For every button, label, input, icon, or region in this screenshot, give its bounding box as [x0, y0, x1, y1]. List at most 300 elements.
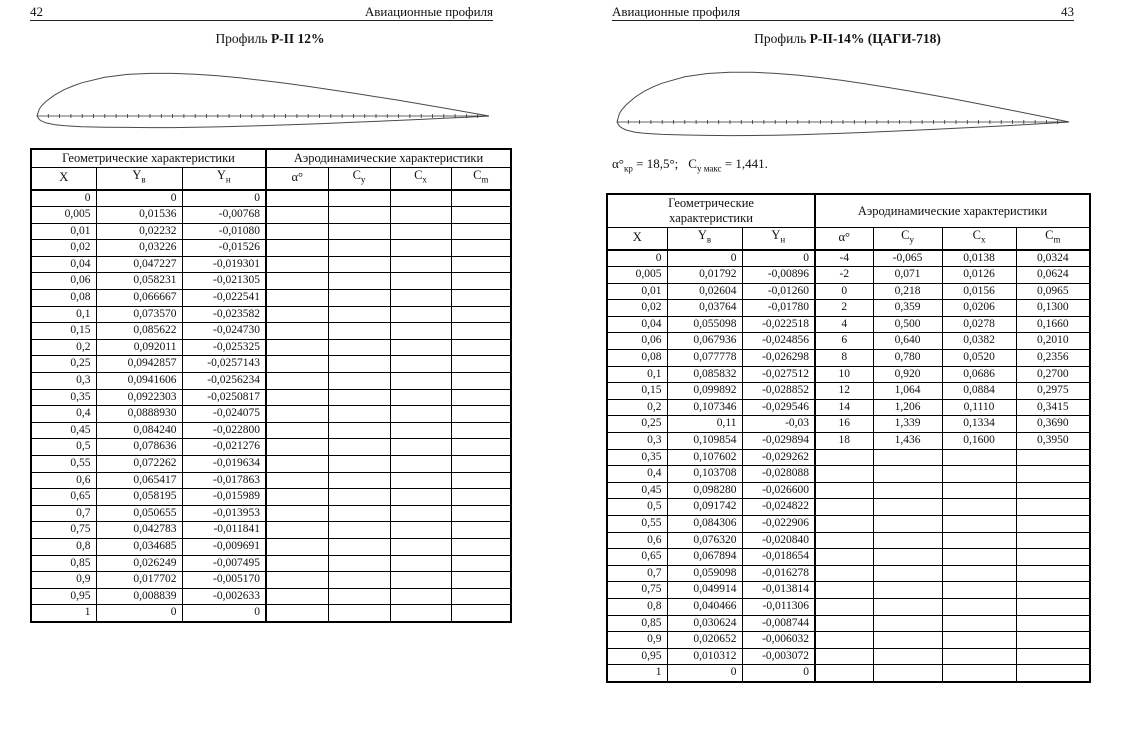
table-cell	[942, 582, 1016, 599]
table-cell	[873, 665, 942, 682]
table-cell	[873, 466, 942, 483]
title-name-right: Р-II-14% (ЦАГИ-718)	[809, 31, 941, 46]
table-cell	[873, 516, 942, 533]
table-cell: 14	[815, 399, 873, 416]
table-cell: 0,35	[31, 389, 96, 406]
table-cell: -0,021276	[182, 439, 266, 456]
table-cell	[266, 373, 328, 390]
table-cell: 0,1	[31, 306, 96, 323]
table-cell: 0,0138	[942, 250, 1016, 267]
table-cell: -0,00768	[182, 207, 266, 224]
table-cell	[390, 489, 451, 506]
running-title-right: Авиационные профиля	[612, 4, 741, 19]
airfoil-drawing-p2-12	[34, 66, 496, 146]
table-cell	[942, 615, 1016, 632]
table-cell: -0,002633	[182, 588, 266, 605]
table-cell: -0,029894	[742, 433, 815, 450]
table-cell	[1016, 582, 1090, 599]
table-cell: -0,025325	[182, 339, 266, 356]
table-cell: 0,65	[31, 489, 96, 506]
table-cell	[390, 356, 451, 373]
table-cell	[328, 472, 390, 489]
table-cell: 0,9	[607, 632, 667, 649]
table-cell: 0,2	[31, 339, 96, 356]
table-cell: -0,01080	[182, 223, 266, 240]
table-cell: -0,020840	[742, 532, 815, 549]
table-cell	[266, 306, 328, 323]
table-cell: 0,08	[31, 290, 96, 307]
table-row	[31, 522, 511, 539]
table-cell	[328, 190, 390, 207]
table-cell	[942, 632, 1016, 649]
table-cell	[451, 489, 511, 506]
table-cell: 0,15	[607, 383, 667, 400]
table-cell: 0,02	[607, 300, 667, 317]
table-cell: 0,3	[31, 373, 96, 390]
table-cell: 0,08	[607, 350, 667, 367]
table-cell	[815, 516, 873, 533]
running-title-left: Авиационные профиля	[364, 4, 493, 19]
table-cell: -0,028088	[742, 466, 815, 483]
table-cell: 0,071	[873, 267, 942, 284]
table-cell: 0,06	[607, 333, 667, 350]
table-cell	[451, 306, 511, 323]
table-cell	[266, 273, 328, 290]
table-cell: 0,0686	[942, 366, 1016, 383]
table-cell: 0,7	[607, 565, 667, 582]
table-cell	[328, 306, 390, 323]
table-cell: -0,01526	[182, 240, 266, 257]
airfoil-outline	[617, 72, 1069, 135]
table-cell: -0,016278	[742, 565, 815, 582]
table-cell: 0,107346	[667, 399, 742, 416]
table-cell	[266, 256, 328, 273]
table-cell	[451, 505, 511, 522]
table-row	[31, 472, 511, 489]
table-cell	[266, 555, 328, 572]
column-header: $Y_н$	[182, 168, 266, 190]
table-cell	[1016, 532, 1090, 549]
table-row	[607, 565, 1090, 582]
table-cell: 0,25	[607, 416, 667, 433]
table-cell: 0,042783	[96, 522, 182, 539]
table-cell: 0,008839	[96, 588, 182, 605]
table-cell: -0,01260	[742, 283, 815, 300]
table-cell	[328, 505, 390, 522]
table-cell	[873, 648, 942, 665]
table-cell	[815, 598, 873, 615]
column-header: $C_m$	[451, 168, 511, 190]
table-row	[31, 190, 511, 207]
table-cell	[390, 273, 451, 290]
table-cell	[451, 256, 511, 273]
table-cell	[1016, 549, 1090, 566]
table-cell: -0,011841	[182, 522, 266, 539]
table-cell	[451, 422, 511, 439]
table-cell: 0,218	[873, 283, 942, 300]
group-header-row	[31, 149, 511, 168]
cy-max-value: = 1,441.	[721, 156, 768, 171]
table-cell	[328, 373, 390, 390]
table-cell	[873, 499, 942, 516]
table-cell	[328, 522, 390, 539]
table-cell: 0,034685	[96, 538, 182, 555]
cy-max-symbol: $C_{у макс}$	[688, 156, 722, 174]
table-cell: 0,01792	[667, 267, 742, 284]
table-cell	[266, 538, 328, 555]
table-cell	[328, 223, 390, 240]
table-cell: 0,920	[873, 366, 942, 383]
aero-group-header: Аэродинамические характеристики	[815, 194, 1090, 228]
table-cell: 0,1600	[942, 433, 1016, 450]
page-42	[0, 0, 562, 735]
table-cell: 0,050655	[96, 505, 182, 522]
table-row	[607, 350, 1090, 367]
table-row	[31, 240, 511, 257]
table-cell: 0,1660	[1016, 316, 1090, 333]
table-cell	[328, 256, 390, 273]
table-cell	[390, 256, 451, 273]
table-cell	[873, 532, 942, 549]
table-cell: 0,1110	[942, 399, 1016, 416]
table-cell	[815, 648, 873, 665]
table-cell: 0,3	[607, 433, 667, 450]
table-row	[607, 615, 1090, 632]
alpha-cr-value: = 18,5°;	[632, 156, 679, 171]
table-row	[607, 399, 1090, 416]
table-row	[31, 588, 511, 605]
table-cell: 0,1300	[1016, 300, 1090, 317]
table-row	[607, 416, 1090, 433]
table-cell	[390, 456, 451, 473]
table-cell	[390, 472, 451, 489]
table-cell: 0,55	[607, 516, 667, 533]
table-cell: 0,076320	[667, 532, 742, 549]
aero-note	[612, 156, 768, 174]
profile-title-left	[30, 31, 510, 47]
table-cell: 8	[815, 350, 873, 367]
table-cell: 0,010312	[667, 648, 742, 665]
column-header: $Y_в$	[96, 168, 182, 190]
table-cell	[390, 323, 451, 340]
table-cell	[328, 422, 390, 439]
table-cell: 0,65	[607, 549, 667, 566]
table-cell	[815, 665, 873, 682]
table-cell	[390, 505, 451, 522]
table-cell: 0,6	[31, 472, 96, 489]
table-cell: 0,6	[607, 532, 667, 549]
table-row	[607, 433, 1090, 450]
table-cell: 0,3950	[1016, 433, 1090, 450]
table-cell	[390, 439, 451, 456]
table-cell	[266, 505, 328, 522]
table-cell: 0,005	[31, 207, 96, 224]
table-row	[607, 466, 1090, 483]
table-cell: 0,2356	[1016, 350, 1090, 367]
table-cell: 0,5	[607, 499, 667, 516]
table-cell: 0,109854	[667, 433, 742, 450]
table-cell	[266, 389, 328, 406]
table-cell: 0,03764	[667, 300, 742, 317]
column-header: $Y_в$	[667, 228, 742, 250]
table-cell: 0,103708	[667, 466, 742, 483]
table-cell: -0,01780	[742, 300, 815, 317]
table-cell: -0,006032	[742, 632, 815, 649]
table-cell: 0,085832	[667, 366, 742, 383]
table-cell: 0,9	[31, 572, 96, 589]
table-cell	[328, 207, 390, 224]
table-cell	[942, 565, 1016, 582]
table-cell: -0,028852	[742, 383, 815, 400]
geo-group-header: Геометрические характеристики	[607, 194, 815, 228]
table-cell: 1,436	[873, 433, 942, 450]
table-cell: 0,8	[31, 538, 96, 555]
table-cell: -0,0250817	[182, 389, 266, 406]
table-row	[607, 366, 1090, 383]
table-row	[31, 290, 511, 307]
column-header: $C_m$	[1016, 228, 1090, 250]
table-cell: 0,3690	[1016, 416, 1090, 433]
table-cell: 0,2010	[1016, 333, 1090, 350]
table-cell	[266, 588, 328, 605]
table-row	[607, 499, 1090, 516]
table-cell	[328, 389, 390, 406]
table-row	[31, 439, 511, 456]
table-cell	[815, 466, 873, 483]
table-cell	[1016, 598, 1090, 615]
table-cell: 0,7	[31, 505, 96, 522]
table-cell: 0,500	[873, 316, 942, 333]
table-cell: 0,030624	[667, 615, 742, 632]
table-cell: 0,0520	[942, 350, 1016, 367]
table-cell: -0,015989	[182, 489, 266, 506]
table-cell	[328, 456, 390, 473]
table-cell: -2	[815, 267, 873, 284]
table-cell	[390, 406, 451, 423]
table-cell: -0,007495	[182, 555, 266, 572]
table-row	[31, 505, 511, 522]
table-cell	[451, 356, 511, 373]
table-cell	[1016, 449, 1090, 466]
table-cell: 0,026249	[96, 555, 182, 572]
table-cell	[328, 240, 390, 257]
table-cell	[1016, 516, 1090, 533]
table-cell	[266, 323, 328, 340]
table-cell: -0,024856	[742, 333, 815, 350]
table-cell	[390, 422, 451, 439]
table-cell: 0,058195	[96, 489, 182, 506]
table-row	[607, 250, 1090, 267]
table-cell	[390, 190, 451, 207]
table-cell	[451, 323, 511, 340]
table-cell: 0,11	[667, 416, 742, 433]
table-cell	[390, 373, 451, 390]
table-cell: -0,026600	[742, 482, 815, 499]
table-cell: 0,0965	[1016, 283, 1090, 300]
table-cell: 0,055098	[667, 316, 742, 333]
table-cell	[451, 223, 511, 240]
table-cell	[1016, 565, 1090, 582]
table-cell: 0,067894	[667, 549, 742, 566]
table-cell: 0,780	[873, 350, 942, 367]
table-cell: -0,018654	[742, 549, 815, 566]
table-cell	[942, 598, 1016, 615]
table-cell: -0,024075	[182, 406, 266, 423]
table-cell	[266, 472, 328, 489]
table-row	[31, 339, 511, 356]
table-cell	[451, 273, 511, 290]
table-cell: -0,017863	[182, 472, 266, 489]
table-cell	[451, 406, 511, 423]
column-header-row	[607, 228, 1090, 250]
table-cell: 0,2	[607, 399, 667, 416]
table-cell: 0,077778	[667, 350, 742, 367]
table-cell: 0,2975	[1016, 383, 1090, 400]
table-cell	[328, 406, 390, 423]
table-cell	[266, 356, 328, 373]
table-cell: 0,066667	[96, 290, 182, 307]
geo-group-header: Геометрические характеристики	[31, 149, 266, 168]
table-cell: -0,003072	[742, 648, 815, 665]
table-cell	[266, 422, 328, 439]
table-cell	[873, 632, 942, 649]
characteristics-table-right	[606, 193, 1091, 683]
table-row	[607, 449, 1090, 466]
table-cell	[266, 456, 328, 473]
characteristics-table-left	[30, 148, 512, 623]
table-cell: 0,059098	[667, 565, 742, 582]
table-cell	[1016, 482, 1090, 499]
table-row	[31, 422, 511, 439]
column-header: $C_x$	[390, 168, 451, 190]
table-row	[31, 207, 511, 224]
table-cell	[942, 648, 1016, 665]
table-cell: 1,339	[873, 416, 942, 433]
column-header-row	[31, 168, 511, 190]
table-cell	[1016, 632, 1090, 649]
table-cell	[390, 339, 451, 356]
table-cell	[390, 240, 451, 257]
table-cell: 0,098280	[667, 482, 742, 499]
table-cell: -0,008744	[742, 615, 815, 632]
table-cell	[873, 449, 942, 466]
table-cell	[328, 588, 390, 605]
table-cell: 0,058231	[96, 273, 182, 290]
table-cell: 0,1334	[942, 416, 1016, 433]
table-cell: 0,0382	[942, 333, 1016, 350]
table-cell	[942, 466, 1016, 483]
table-cell: 0,85	[31, 555, 96, 572]
table-cell: 0,0126	[942, 267, 1016, 284]
table-cell	[815, 565, 873, 582]
table-cell	[942, 499, 1016, 516]
table-cell	[451, 290, 511, 307]
table-cell	[451, 456, 511, 473]
table-cell: 0,5	[31, 439, 96, 456]
table-cell: -0,029546	[742, 399, 815, 416]
table-cell: 2	[815, 300, 873, 317]
table-cell: 0,065417	[96, 472, 182, 489]
table-row	[31, 605, 511, 622]
table-cell	[266, 223, 328, 240]
table-cell	[451, 522, 511, 539]
table-cell: 0,04	[31, 256, 96, 273]
table-cell: 0,084306	[667, 516, 742, 533]
table-cell: 0,0884	[942, 383, 1016, 400]
table-cell	[266, 572, 328, 589]
table-cell	[815, 532, 873, 549]
table-cell	[266, 290, 328, 307]
column-header: $C_y$	[873, 228, 942, 250]
table-cell	[451, 240, 511, 257]
table-cell	[451, 555, 511, 572]
table-cell	[266, 489, 328, 506]
table-cell	[266, 190, 328, 207]
table-cell: 0,45	[607, 482, 667, 499]
table-cell	[451, 439, 511, 456]
table-cell	[451, 207, 511, 224]
table-cell	[942, 549, 1016, 566]
table-cell: 0,75	[607, 582, 667, 599]
table-cell	[873, 582, 942, 599]
table-cell	[390, 605, 451, 622]
table-cell: 6	[815, 333, 873, 350]
table-cell	[873, 598, 942, 615]
table-cell: 0,95	[31, 588, 96, 605]
table-cell	[328, 439, 390, 456]
table-cell	[328, 538, 390, 555]
table-cell: 0,359	[873, 300, 942, 317]
table-cell: -0,019634	[182, 456, 266, 473]
table-cell	[451, 605, 511, 622]
table-cell: 0	[607, 250, 667, 267]
table-row	[607, 300, 1090, 317]
table-cell: 0,4	[31, 406, 96, 423]
table-cell: 0,8	[607, 598, 667, 615]
table-cell	[266, 439, 328, 456]
table-cell: 0,0156	[942, 283, 1016, 300]
table-row	[31, 389, 511, 406]
table-cell: 0,15	[31, 323, 96, 340]
table-cell: 0,75	[31, 522, 96, 539]
table-cell: 0,040466	[667, 598, 742, 615]
table-cell	[328, 339, 390, 356]
table-cell: 0,01	[31, 223, 96, 240]
table-row	[31, 223, 511, 240]
table-row	[607, 665, 1090, 682]
table-cell	[451, 339, 511, 356]
table-cell	[390, 207, 451, 224]
table-row	[31, 256, 511, 273]
table-cell: -4	[815, 250, 873, 267]
table-cell: 10	[815, 366, 873, 383]
table-cell	[815, 582, 873, 599]
table-cell: 0,020652	[667, 632, 742, 649]
table-cell: 0,25	[31, 356, 96, 373]
table-cell: 0,0624	[1016, 267, 1090, 284]
table-cell: -0,00896	[742, 267, 815, 284]
table-cell: -0,027512	[742, 366, 815, 383]
table-cell	[1016, 615, 1090, 632]
table-cell	[1016, 648, 1090, 665]
table-cell	[873, 549, 942, 566]
table-row	[607, 582, 1090, 599]
table-cell: 0,01	[607, 283, 667, 300]
table-cell	[815, 499, 873, 516]
table-row	[31, 572, 511, 589]
table-row	[31, 489, 511, 506]
table-cell: 0	[667, 250, 742, 267]
